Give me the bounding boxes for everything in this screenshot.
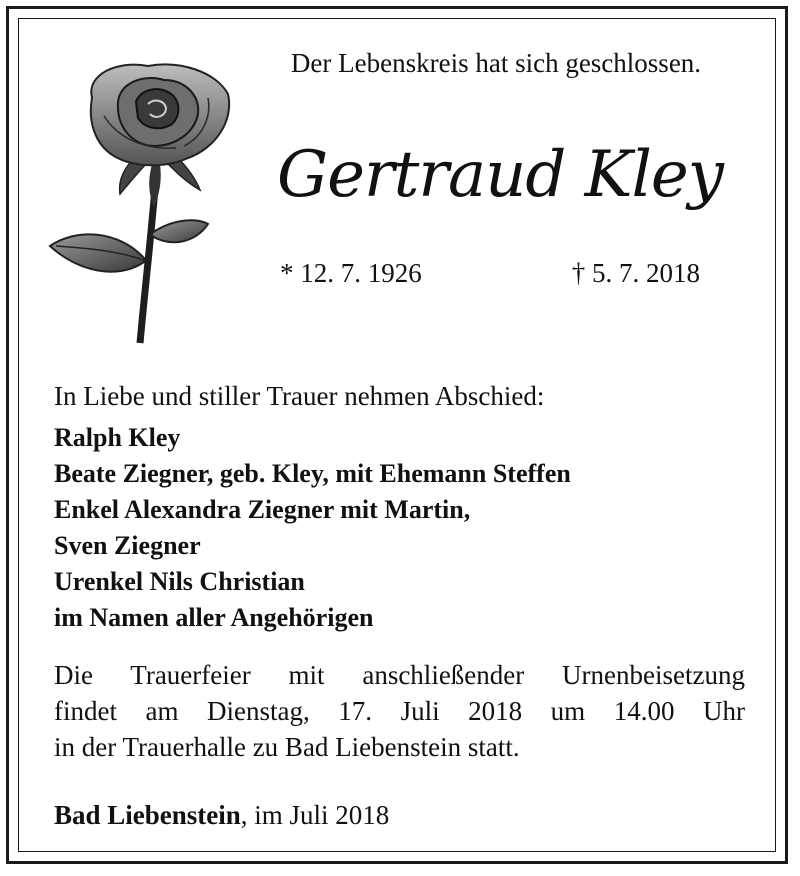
obituary-motto: Der Lebenskreis hat sich geschlossen. [290, 48, 702, 78]
birth-date: * 12. 7. 1926 [280, 258, 422, 288]
closing-line [54, 800, 389, 831]
ceremony-line: in der Trauerhalle zu Bad Liebenstein statt. [54, 732, 520, 762]
mourner-line: Enkel Alexandra Ziegner mit Martin, [54, 495, 471, 524]
closing-place: Bad Liebenstein [54, 800, 241, 830]
life-dates [280, 258, 700, 289]
death-date: † 5. 7. 2018 [571, 258, 700, 288]
deceased-name: Gertraud Kley [277, 138, 723, 212]
mourner-line: Ralph Kley [54, 423, 181, 452]
mourner-line: Sven Ziegner [54, 531, 201, 560]
ceremony-line: Die Trauerfeier mit anschließender Urnenbeisetzung [54, 660, 745, 690]
mourner-line: im Namen aller Angehörigen [54, 603, 374, 632]
mourner-line: Beate Ziegner, geb. Kley, mit Ehemann Steffen [54, 459, 571, 488]
closing-date: , im Juli 2018 [240, 800, 390, 830]
mourner-line: Urenkel Nils Christian [54, 567, 305, 596]
farewell-intro: In Liebe und stiller Trauer nehmen Abschied: [54, 381, 545, 411]
mourners-list [54, 420, 571, 636]
ceremony-notice [54, 657, 745, 765]
rose-icon [48, 58, 238, 348]
ceremony-line: findet am Dienstag, 17. Juli 2018 um 14.00 Uhr [54, 696, 745, 726]
